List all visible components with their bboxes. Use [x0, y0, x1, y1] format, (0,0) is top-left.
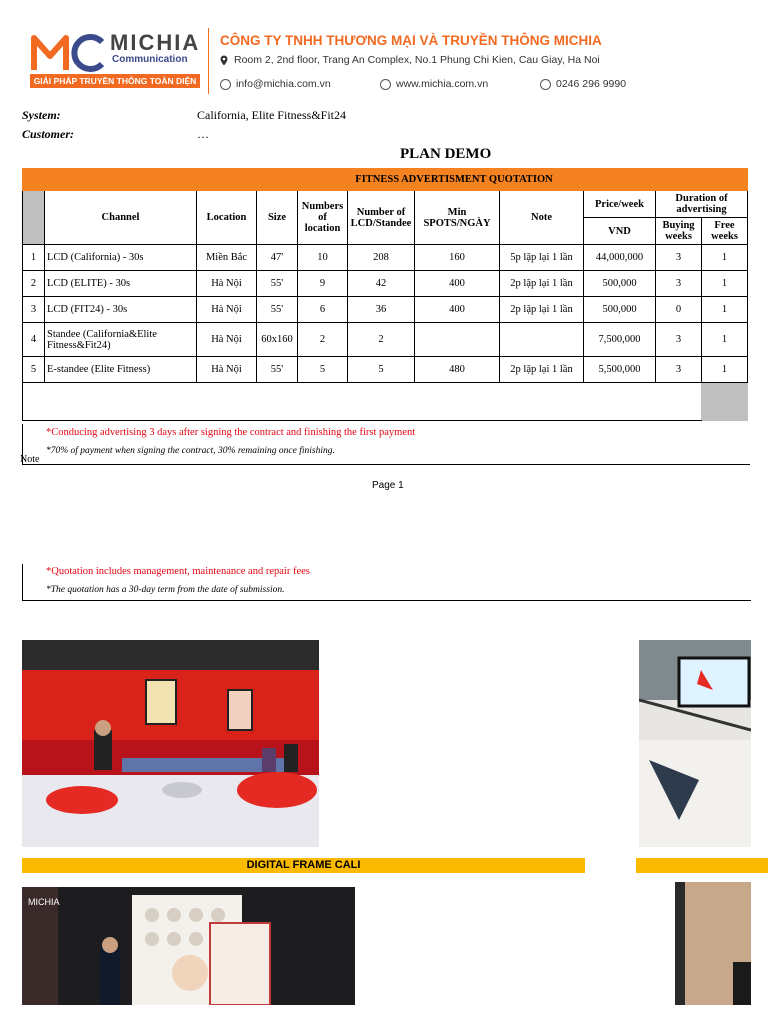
note-line-4: *The quotation has a 30-day term from the date of submission. — [46, 585, 285, 595]
logo-tagline: GIẢI PHÁP TRUYỀN THÔNG TOÀN DIỆN — [30, 74, 200, 88]
header-size: Size — [257, 191, 298, 245]
row-free: 1 — [702, 357, 748, 383]
row-buying: 3 — [656, 323, 702, 357]
row-price: 500,000 — [584, 297, 656, 323]
globe-icon — [380, 79, 391, 90]
michia-logo-mark — [30, 32, 106, 72]
table-header-row-1 — [23, 191, 748, 218]
row-buying: 3 — [656, 357, 702, 383]
note-line-2: *70% of payment when signing the contract, 30% remaining once finishing. — [46, 446, 335, 456]
contact-email — [220, 78, 331, 90]
row-index: 3 — [23, 297, 45, 323]
row-location: Hà Nội — [197, 357, 257, 383]
row-location: Hà Nội — [197, 297, 257, 323]
address-text: Room 2, 2nd floor, Trang An Complex, No.1 Phung Chi Kien, Cau Giay, Ha Noi — [234, 54, 600, 66]
header-channel: Channel — [45, 191, 197, 245]
row-locations: 5 — [298, 357, 348, 383]
panel-illustration — [675, 882, 751, 1005]
row-locations: 6 — [298, 297, 348, 323]
row-units: 5 — [348, 357, 415, 383]
website-text: www.michia.com.vn — [396, 78, 489, 90]
row-channel: LCD (FIT24) - 30s — [45, 297, 197, 323]
row-locations: 9 — [298, 271, 348, 297]
row-note: 2p lặp lại 1 lần — [500, 297, 584, 323]
row-spots: 160 — [415, 245, 500, 271]
phone-text: 0246 296 9990 — [556, 78, 627, 90]
row-free: 1 — [702, 271, 748, 297]
row-price: 44,000,000 — [584, 245, 656, 271]
header-min-spots: Min SPOTS/NGÀY — [415, 191, 500, 245]
row-free: 1 — [702, 323, 748, 357]
row-spots: 480 — [415, 357, 500, 383]
row-free: 1 — [702, 297, 748, 323]
row-buying: 3 — [656, 271, 702, 297]
row-note: 2p lặp lại 1 lần — [500, 357, 584, 383]
system-value: California, Elite Fitness&Fit24 — [197, 108, 346, 122]
row-spots: 400 — [415, 271, 500, 297]
table-row — [23, 297, 748, 323]
row-price: 5,500,000 — [584, 357, 656, 383]
row-note: 2p lặp lại 1 lần — [500, 271, 584, 297]
row-location: Hà Nội — [197, 323, 257, 357]
row-units: 36 — [348, 297, 415, 323]
header-vnd: VND — [584, 218, 656, 245]
logo-name: MICHIA — [110, 30, 201, 55]
location-pin-icon — [220, 55, 228, 66]
row-units: 208 — [348, 245, 415, 271]
header-index — [23, 191, 45, 245]
table-banner-row — [23, 169, 748, 191]
row-size: 55' — [257, 271, 298, 297]
booth-illustration — [22, 887, 355, 1005]
contact-phone — [540, 78, 626, 90]
row-note — [500, 323, 584, 357]
phone-icon — [540, 79, 551, 90]
row-channel: LCD (ELITE) - 30s — [45, 271, 197, 297]
header-note: Note — [500, 191, 584, 245]
row-channel: LCD (California) - 30s — [45, 245, 197, 271]
row-location: Miền Bắc — [197, 245, 257, 271]
customer-label: Customer: — [22, 127, 75, 141]
header-buying-weeks: Buying weeks — [656, 218, 702, 245]
row-channel: Standee (California&Elite Fitness&Fit24) — [45, 323, 197, 357]
table-total-row — [23, 383, 748, 421]
photo-gym-lounge — [22, 640, 319, 847]
row-index: 4 — [23, 323, 45, 357]
customer-value: … — [197, 127, 209, 141]
row-spots: 400 — [415, 297, 500, 323]
quotation-table — [22, 168, 748, 421]
total-gray-cell — [702, 383, 748, 421]
row-size: 55' — [257, 297, 298, 323]
table-row — [23, 271, 748, 297]
note-line-3: *Quotation includes management, maintenance and repair fees — [46, 566, 310, 577]
email-text: info@michia.com.vn — [236, 78, 331, 90]
photo-tv-screen — [639, 640, 751, 847]
notes-bottom-line — [22, 464, 750, 465]
logo-subtitle: Communication — [112, 54, 188, 65]
table-row — [23, 245, 748, 271]
contact-website — [380, 78, 488, 90]
table-row — [23, 323, 748, 357]
company-address — [220, 54, 600, 66]
row-price: 7,500,000 — [584, 323, 656, 357]
booth-logo-text: MICHIA — [28, 897, 60, 907]
header-numbers-of-location: Numbers of location — [298, 191, 348, 245]
table-row — [23, 357, 748, 383]
notes-label: Note — [20, 454, 40, 465]
caption-digital-frame-cali: DIGITAL FRAME CALI — [22, 858, 585, 873]
company-logo — [30, 30, 200, 90]
header-duration: Duration of advertising — [656, 191, 748, 218]
email-icon — [220, 79, 231, 90]
photo-booth-display — [22, 887, 355, 1005]
page-number: Page 1 — [372, 480, 404, 491]
header-location: Location — [197, 191, 257, 245]
table-banner: FITNESS ADVERTISMENT QUOTATION — [23, 169, 748, 191]
row-index: 1 — [23, 245, 45, 271]
row-spots — [415, 323, 500, 357]
header-price-week: Price/week — [584, 191, 656, 218]
row-units: 2 — [348, 323, 415, 357]
row-size: 55' — [257, 357, 298, 383]
row-location: Hà Nội — [197, 271, 257, 297]
gym-lounge-illustration — [22, 640, 319, 847]
row-locations: 2 — [298, 323, 348, 357]
caption-bar-right — [636, 858, 768, 873]
header-number-lcd: Number of LCD/Standee — [348, 191, 415, 245]
row-buying: 0 — [656, 297, 702, 323]
page-title: PLAN DEMO — [400, 146, 492, 162]
photo-panel-right — [675, 882, 751, 1005]
row-note: 5p lặp lại 1 lần — [500, 245, 584, 271]
row-index: 2 — [23, 271, 45, 297]
row-units: 42 — [348, 271, 415, 297]
row-size: 60x160 — [257, 323, 298, 357]
header-free-weeks: Free weeks — [702, 218, 748, 245]
row-channel: E-standee (Elite Fitness) — [45, 357, 197, 383]
row-size: 47' — [257, 245, 298, 271]
row-locations: 10 — [298, 245, 348, 271]
system-label: System: — [22, 108, 61, 122]
company-name: CÔNG TY TNHH THƯƠNG MẠI VÀ TRUYỀN THÔNG MICHIA — [220, 33, 602, 48]
row-index: 5 — [23, 357, 45, 383]
tv-screen-illustration — [639, 640, 751, 847]
row-buying: 3 — [656, 245, 702, 271]
total-blank — [23, 383, 656, 421]
note-line-1: *Conducing advertising 3 days after signing the contract and finishing the first payment — [46, 427, 416, 438]
row-price: 500,000 — [584, 271, 656, 297]
row-free: 1 — [702, 245, 748, 271]
header-divider — [208, 28, 209, 94]
total-blank-2 — [656, 383, 702, 421]
